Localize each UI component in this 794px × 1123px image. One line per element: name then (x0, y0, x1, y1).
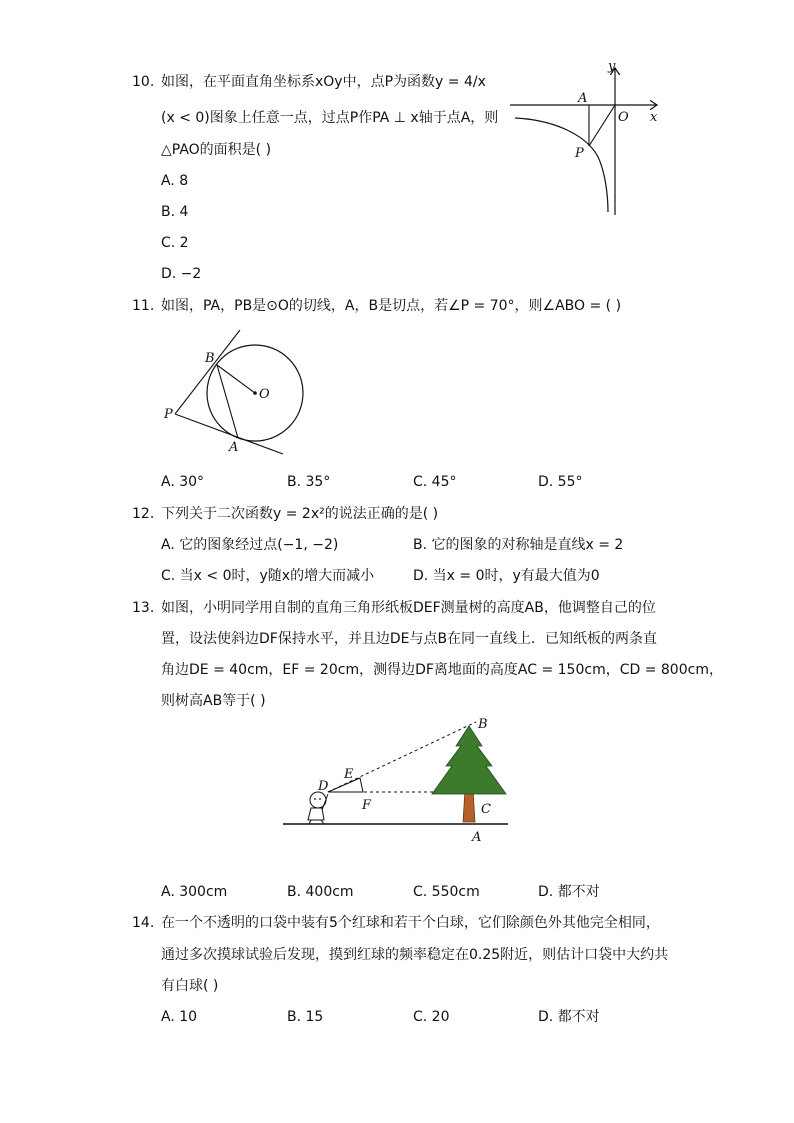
option-d[interactable]: D. 55° (538, 474, 583, 490)
label-a: A (229, 440, 239, 455)
question-number: 10. (132, 74, 155, 90)
option-d[interactable]: D. 当x = 0时，y有最大值为0 (413, 568, 600, 584)
label-p: P (164, 407, 173, 422)
question-stem-line: 如图，在平面直角坐标系xOy中，点P为函数y = 4/x (161, 74, 486, 90)
option-b[interactable]: B. 它的图象的对称轴是直线x = 2 (413, 537, 624, 553)
tree-trunk (463, 790, 475, 822)
option-c[interactable]: C. 当x < 0时，y随x的增大而减小 (161, 568, 375, 584)
option-b[interactable]: B. 4 (161, 204, 189, 220)
segment-po (589, 105, 615, 146)
hyperbola-figure (505, 60, 670, 225)
question-number: 13. (132, 600, 155, 616)
label-b: B (205, 351, 215, 366)
label-a: A (578, 91, 588, 106)
option-b[interactable]: B. 15 (287, 1009, 324, 1025)
option-d[interactable]: D. 都不对 (538, 1009, 600, 1025)
hyperbola-curve (515, 118, 608, 212)
option-c[interactable]: C. 45° (413, 474, 457, 490)
question-stem-line: 置，设法使斜边DF保持水平，并且边DE与点B在同一直线上．已知纸板的两条直 (161, 631, 658, 647)
question-stem-line: 则树高AB等于( ) (161, 693, 266, 709)
label-p: P (575, 146, 584, 161)
option-a[interactable]: A. 它的图象经过点(−1, −2) (161, 537, 339, 553)
option-a[interactable]: A. 30° (161, 474, 205, 490)
label-d: D (318, 779, 329, 794)
option-c[interactable]: C. 550cm (413, 884, 480, 900)
question-stem-line: 如图，PA，PB是⊙O的切线，A，B是切点，若∠P = 70°，则∠ABO = ( ) (161, 298, 622, 314)
option-b[interactable]: B. 35° (287, 474, 331, 490)
option-c[interactable]: C. 20 (413, 1009, 450, 1025)
option-a[interactable]: A. 300cm (161, 884, 228, 900)
option-a[interactable]: A. 8 (161, 173, 189, 189)
circle-tangent-figure (155, 328, 315, 458)
label-y: y (608, 60, 616, 74)
question-stem-line: △PAO的面积是( ) (161, 142, 272, 158)
label-a: A (472, 830, 482, 845)
label-x: x (650, 110, 658, 125)
label-e: E (344, 767, 354, 782)
label-o: O (259, 387, 270, 402)
option-c[interactable]: C. 2 (161, 235, 189, 251)
question-number: 11. (132, 298, 155, 314)
question-stem-line: 下列关于二次函数y = 2x²的说法正确的是( ) (161, 506, 439, 522)
label-b: B (478, 717, 488, 732)
option-d[interactable]: D. −2 (161, 266, 202, 282)
tree-foliage (432, 726, 506, 794)
segment-ba (217, 365, 238, 438)
question-number: 14. (132, 915, 155, 931)
label-o: O (618, 110, 629, 125)
option-d[interactable]: D. 都不对 (538, 884, 600, 900)
label-f: F (362, 798, 372, 813)
question-stem-line: 通过多次摸球试验后发现，摸到红球的频率稳定在0.25附近，则估计口袋中大约共 (161, 947, 669, 963)
label-c: C (481, 802, 491, 817)
question-stem-line: 角边DE = 40cm，EF = 20cm，测得边DF离地面的高度AC = 150cm，CD = 800cm， (161, 662, 723, 678)
question-stem-line: 在一个不透明的口袋中装有5个红球和若干个白球，它们除颜色外其他完全相同， (161, 915, 660, 931)
segment-bo (217, 365, 255, 393)
center-point (253, 391, 257, 395)
question-stem-line: 如图，小明同学用自制的直角三角形纸板DEF测量树的高度AB，他调整自己的位 (161, 600, 656, 616)
option-a[interactable]: A. 10 (161, 1009, 198, 1025)
question-stem-line: 有白球( ) (161, 978, 219, 994)
tree-measurement-figure (278, 712, 518, 847)
option-b[interactable]: B. 400cm (287, 884, 354, 900)
question-stem-line: (x < 0)图象上任意一点，过点P作PA ⊥ x轴于点A，则 (161, 110, 499, 126)
child-figure (308, 792, 328, 824)
question-number: 12. (132, 506, 155, 522)
